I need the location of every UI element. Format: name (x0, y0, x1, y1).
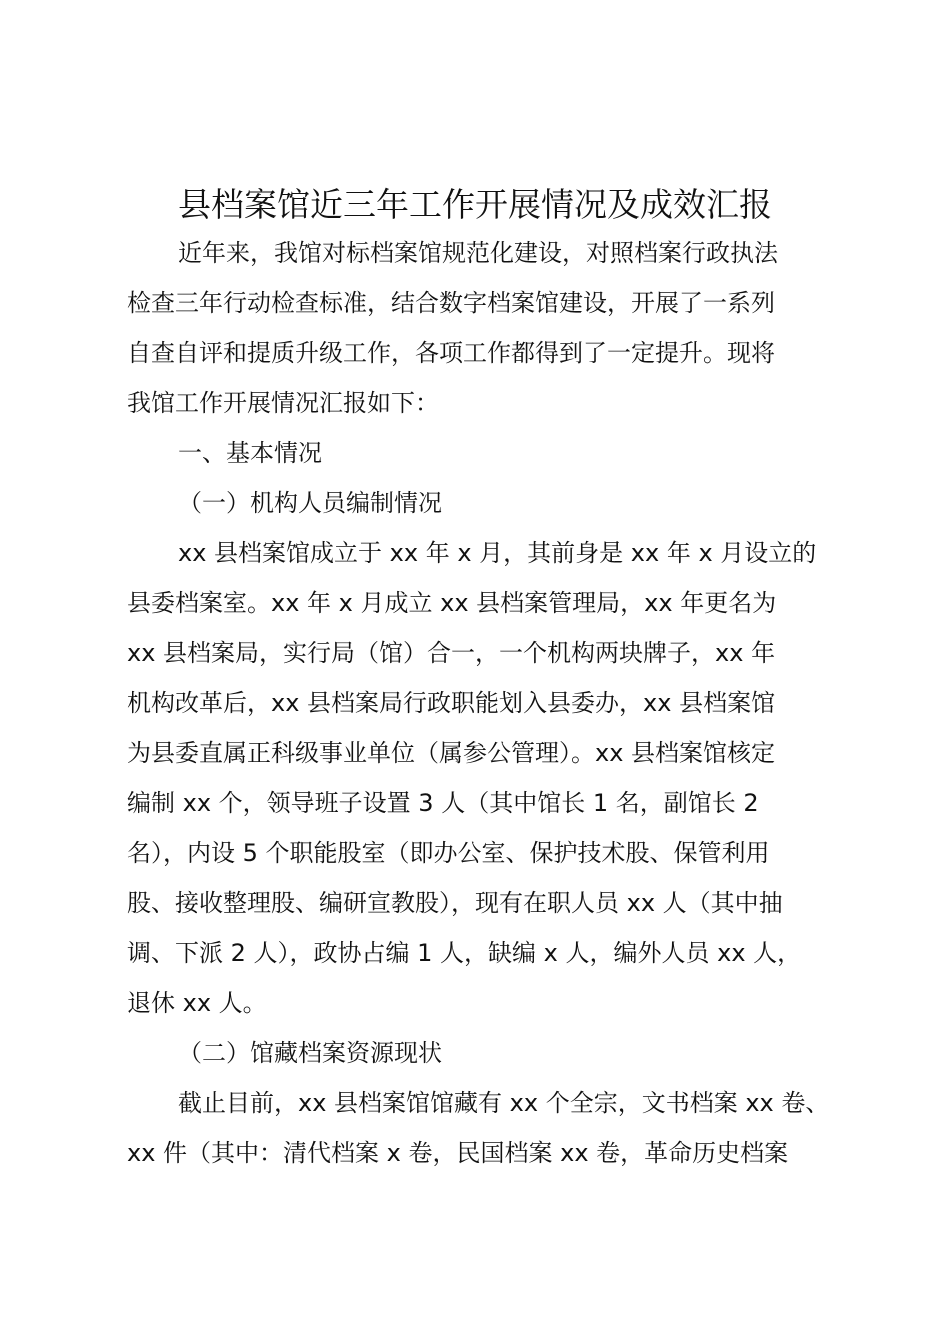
paragraph-line: 调、下派 2 人），政协占编 1 人，缺编 x 人，编外人员 xx 人， (127, 939, 802, 967)
paragraph-line: xx 件（其中：清代档案 x 卷，民国档案 xx 卷，革命历史档案 (127, 1139, 789, 1167)
paragraph-line: 截止目前，xx 县档案馆馆藏有 xx 个全宗，文书档案 xx 卷、 (178, 1089, 830, 1117)
paragraph-line: 编制 xx 个，领导班子设置 3 人（其中馆长 1 名，副馆长 2 (127, 789, 759, 817)
subsection-heading: （二）馆藏档案资源现状 (178, 1039, 442, 1067)
paragraph-line: xx 县档案局，实行局（馆）合一，一个机构两块牌子，xx 年 (127, 639, 776, 667)
paragraph-line: 退休 xx 人。 (127, 989, 267, 1017)
paragraph-line: xx 县档案馆成立于 xx 年 x 月，其前身是 xx 年 x 月设立的 (178, 539, 817, 567)
paragraph-line: 为县委直属正科级事业单位（属参公管理）。xx 县档案馆核定 (127, 739, 776, 767)
paragraph-line: 自查自评和提质升级工作，各项工作都得到了一定提升。现将 (127, 339, 775, 367)
paragraph-line: 近年来，我馆对标档案馆规范化建设，对照档案行政执法 (178, 239, 778, 267)
document-title: 县档案馆近三年工作开展情况及成效汇报 (178, 185, 772, 224)
paragraph-line: 县委档案室。xx 年 x 月成立 xx 县档案管理局，xx 年更名为 (127, 589, 777, 617)
paragraph-line: 我馆工作开展情况汇报如下： (127, 389, 439, 417)
paragraph-line: 检查三年行动检查标准，结合数字档案馆建设，开展了一系列 (127, 289, 775, 317)
paragraph-line: 名），内设 5 个职能股室（即办公室、保护技术股、保管利用 (127, 839, 770, 867)
paragraph-line: 股、接收整理股、编研宣教股），现有在职人员 xx 人（其中抽 (127, 889, 783, 917)
section-heading: 一、基本情况 (178, 439, 322, 467)
subsection-heading: （一）机构人员编制情况 (178, 489, 442, 517)
paragraph-line: 机构改革后，xx 县档案局行政职能划入县委办，xx 县档案馆 (127, 689, 776, 717)
